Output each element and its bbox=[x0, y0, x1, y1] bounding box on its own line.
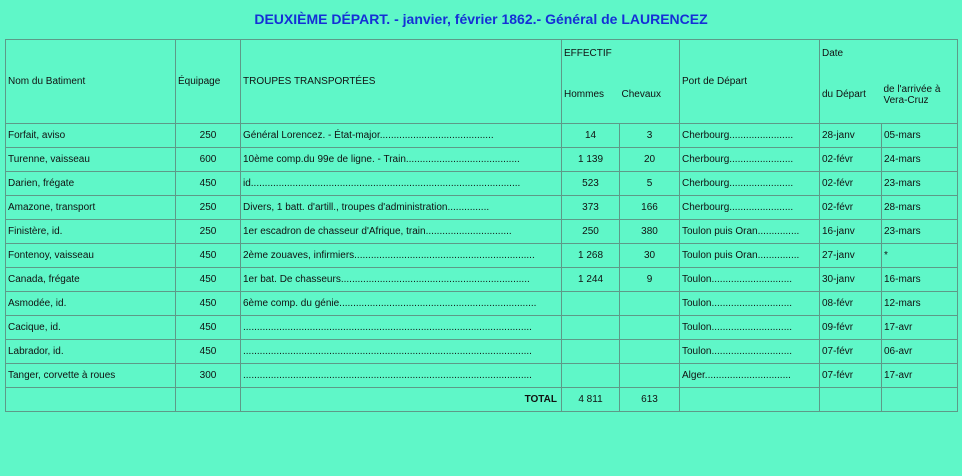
cell-depart: 02-févr bbox=[820, 196, 882, 220]
cell-port: Toulon............................. bbox=[680, 340, 820, 364]
cell-troupes: 1er bat. De chasseurs.................................................................... bbox=[241, 268, 562, 292]
cell-chevaux bbox=[620, 292, 680, 316]
cell-arrivee: 17-avr bbox=[882, 364, 958, 388]
cell-arrivee: 17-avr bbox=[882, 316, 958, 340]
cell-equipage: 450 bbox=[176, 292, 241, 316]
cell-arrivee: 16-mars bbox=[882, 268, 958, 292]
header-row-1 bbox=[6, 40, 958, 67]
table-row bbox=[6, 268, 958, 292]
table-row bbox=[6, 196, 958, 220]
cell-chevaux: 9 bbox=[620, 268, 680, 292]
cell-nom: Tanger, corvette à roues bbox=[6, 364, 176, 388]
cell-troupes: Général Lorencez. - État-major......................................... bbox=[241, 124, 562, 148]
cell-nom: Finistère, id. bbox=[6, 220, 176, 244]
cell-troupes: 1er escadron de chasseur d'Afrique, train............................... bbox=[241, 220, 562, 244]
cell-port: Toulon............................. bbox=[680, 316, 820, 340]
table-row bbox=[6, 172, 958, 196]
cell-hommes: 14 bbox=[562, 124, 620, 148]
cell-troupes: ........................................................................................................ bbox=[241, 364, 562, 388]
cell-chevaux: 166 bbox=[620, 196, 680, 220]
cell-troupes: 6ème comp. du génie....................................................................... bbox=[241, 292, 562, 316]
total-label: TOTAL bbox=[241, 388, 562, 412]
departure-table bbox=[5, 39, 958, 412]
cell-port: Cherbourg....................... bbox=[680, 172, 820, 196]
cell-hommes: 250 bbox=[562, 220, 620, 244]
cell-depart: 08-févr bbox=[820, 292, 882, 316]
cell-port: Alger............................... bbox=[680, 364, 820, 388]
cell-arrivee: 12-mars bbox=[882, 292, 958, 316]
cell-nom: Amazone, transport bbox=[6, 196, 176, 220]
cell-arrivee: 05-mars bbox=[882, 124, 958, 148]
cell-depart: 02-févr bbox=[820, 172, 882, 196]
cell-arrivee: 23-mars bbox=[882, 172, 958, 196]
cell-depart: 28-janv bbox=[820, 124, 882, 148]
cell-hommes: 373 bbox=[562, 196, 620, 220]
cell-equipage: 450 bbox=[176, 172, 241, 196]
total-empty-cell bbox=[820, 388, 882, 412]
cell-nom: Darien, frégate bbox=[6, 172, 176, 196]
total-empty-cell bbox=[680, 388, 820, 412]
total-chevaux: 613 bbox=[620, 388, 680, 412]
cell-port: Toulon puis Oran............... bbox=[680, 220, 820, 244]
total-empty-cell bbox=[882, 388, 958, 412]
cell-arrivee: 28-mars bbox=[882, 196, 958, 220]
cell-port: Toulon............................. bbox=[680, 292, 820, 316]
cell-port: Cherbourg....................... bbox=[680, 124, 820, 148]
table-row bbox=[6, 220, 958, 244]
cell-nom: Fontenoy, vaisseau bbox=[6, 244, 176, 268]
cell-nom: Cacique, id. bbox=[6, 316, 176, 340]
cell-arrivee: 23-mars bbox=[882, 220, 958, 244]
cell-troupes: Divers, 1 batt. d'artill., troupes d'administration............... bbox=[241, 196, 562, 220]
cell-nom: Turenne, vaisseau bbox=[6, 148, 176, 172]
cell-chevaux: 3 bbox=[620, 124, 680, 148]
cell-hommes: 523 bbox=[562, 172, 620, 196]
cell-arrivee: * bbox=[882, 244, 958, 268]
cell-troupes: ........................................................................................................ bbox=[241, 340, 562, 364]
cell-depart: 07-févr bbox=[820, 364, 882, 388]
table-row bbox=[6, 364, 958, 388]
table-row bbox=[6, 148, 958, 172]
cell-hommes bbox=[562, 364, 620, 388]
total-row bbox=[6, 388, 958, 412]
cell-chevaux bbox=[620, 340, 680, 364]
header-equipage: Équipage bbox=[176, 40, 241, 124]
cell-hommes: 1 268 bbox=[562, 244, 620, 268]
cell-port: Cherbourg....................... bbox=[680, 196, 820, 220]
cell-depart: 27-janv bbox=[820, 244, 882, 268]
cell-hommes bbox=[562, 316, 620, 340]
header-nom: Nom du Batiment bbox=[6, 40, 176, 124]
cell-depart: 02-févr bbox=[820, 148, 882, 172]
cell-chevaux bbox=[620, 364, 680, 388]
cell-chevaux: 5 bbox=[620, 172, 680, 196]
header-du-depart: du Départ bbox=[820, 67, 882, 124]
total-empty-cell bbox=[6, 388, 176, 412]
header-arrivee: de l'arrivée à Vera-Cruz bbox=[882, 67, 958, 124]
cell-troupes: id................................................................................................. bbox=[241, 172, 562, 196]
cell-equipage: 250 bbox=[176, 220, 241, 244]
cell-nom: Forfait, aviso bbox=[6, 124, 176, 148]
header-chevaux: Chevaux bbox=[620, 67, 680, 124]
cell-chevaux: 380 bbox=[620, 220, 680, 244]
cell-troupes: ........................................................................................................ bbox=[241, 316, 562, 340]
header-effectif: EFFECTIF bbox=[562, 40, 680, 67]
cell-nom: Labrador, id. bbox=[6, 340, 176, 364]
cell-port: Toulon............................. bbox=[680, 268, 820, 292]
cell-port: Toulon puis Oran............... bbox=[680, 244, 820, 268]
cell-chevaux: 20 bbox=[620, 148, 680, 172]
cell-port: Cherbourg....................... bbox=[680, 148, 820, 172]
table-row bbox=[6, 292, 958, 316]
cell-equipage: 450 bbox=[176, 268, 241, 292]
table-row bbox=[6, 340, 958, 364]
cell-equipage: 600 bbox=[176, 148, 241, 172]
total-hommes: 4 811 bbox=[562, 388, 620, 412]
cell-depart: 30-janv bbox=[820, 268, 882, 292]
header-hommes: Hommes bbox=[562, 67, 620, 124]
cell-chevaux: 30 bbox=[620, 244, 680, 268]
header-troupes: TROUPES TRANSPORTÉES bbox=[241, 40, 562, 124]
cell-equipage: 450 bbox=[176, 316, 241, 340]
cell-depart: 09-févr bbox=[820, 316, 882, 340]
cell-equipage: 250 bbox=[176, 124, 241, 148]
cell-hommes bbox=[562, 340, 620, 364]
cell-depart: 07-févr bbox=[820, 340, 882, 364]
total-empty-cell bbox=[176, 388, 241, 412]
page-title: DEUXIÈME DÉPART. - janvier, février 1862.- Général de LAURENCEZ bbox=[254, 11, 708, 27]
cell-equipage: 300 bbox=[176, 364, 241, 388]
table-row bbox=[6, 124, 958, 148]
cell-arrivee: 06-avr bbox=[882, 340, 958, 364]
header-port: Port de Départ bbox=[680, 40, 820, 124]
header-date: Date bbox=[820, 40, 958, 67]
cell-hommes bbox=[562, 292, 620, 316]
cell-arrivee: 24-mars bbox=[882, 148, 958, 172]
cell-equipage: 250 bbox=[176, 196, 241, 220]
table-row bbox=[6, 244, 958, 268]
table-body bbox=[6, 124, 958, 412]
cell-depart: 16-janv bbox=[820, 220, 882, 244]
cell-equipage: 450 bbox=[176, 244, 241, 268]
cell-troupes: 2ème zouaves, infirmiers................................................................. bbox=[241, 244, 562, 268]
cell-troupes: 10ème comp.du 99e de ligne. - Train......................................... bbox=[241, 148, 562, 172]
cell-nom: Canada, frégate bbox=[6, 268, 176, 292]
cell-nom: Asmodée, id. bbox=[6, 292, 176, 316]
cell-chevaux bbox=[620, 316, 680, 340]
cell-equipage: 450 bbox=[176, 340, 241, 364]
cell-hommes: 1 244 bbox=[562, 268, 620, 292]
table-row bbox=[6, 316, 958, 340]
cell-hommes: 1 139 bbox=[562, 148, 620, 172]
